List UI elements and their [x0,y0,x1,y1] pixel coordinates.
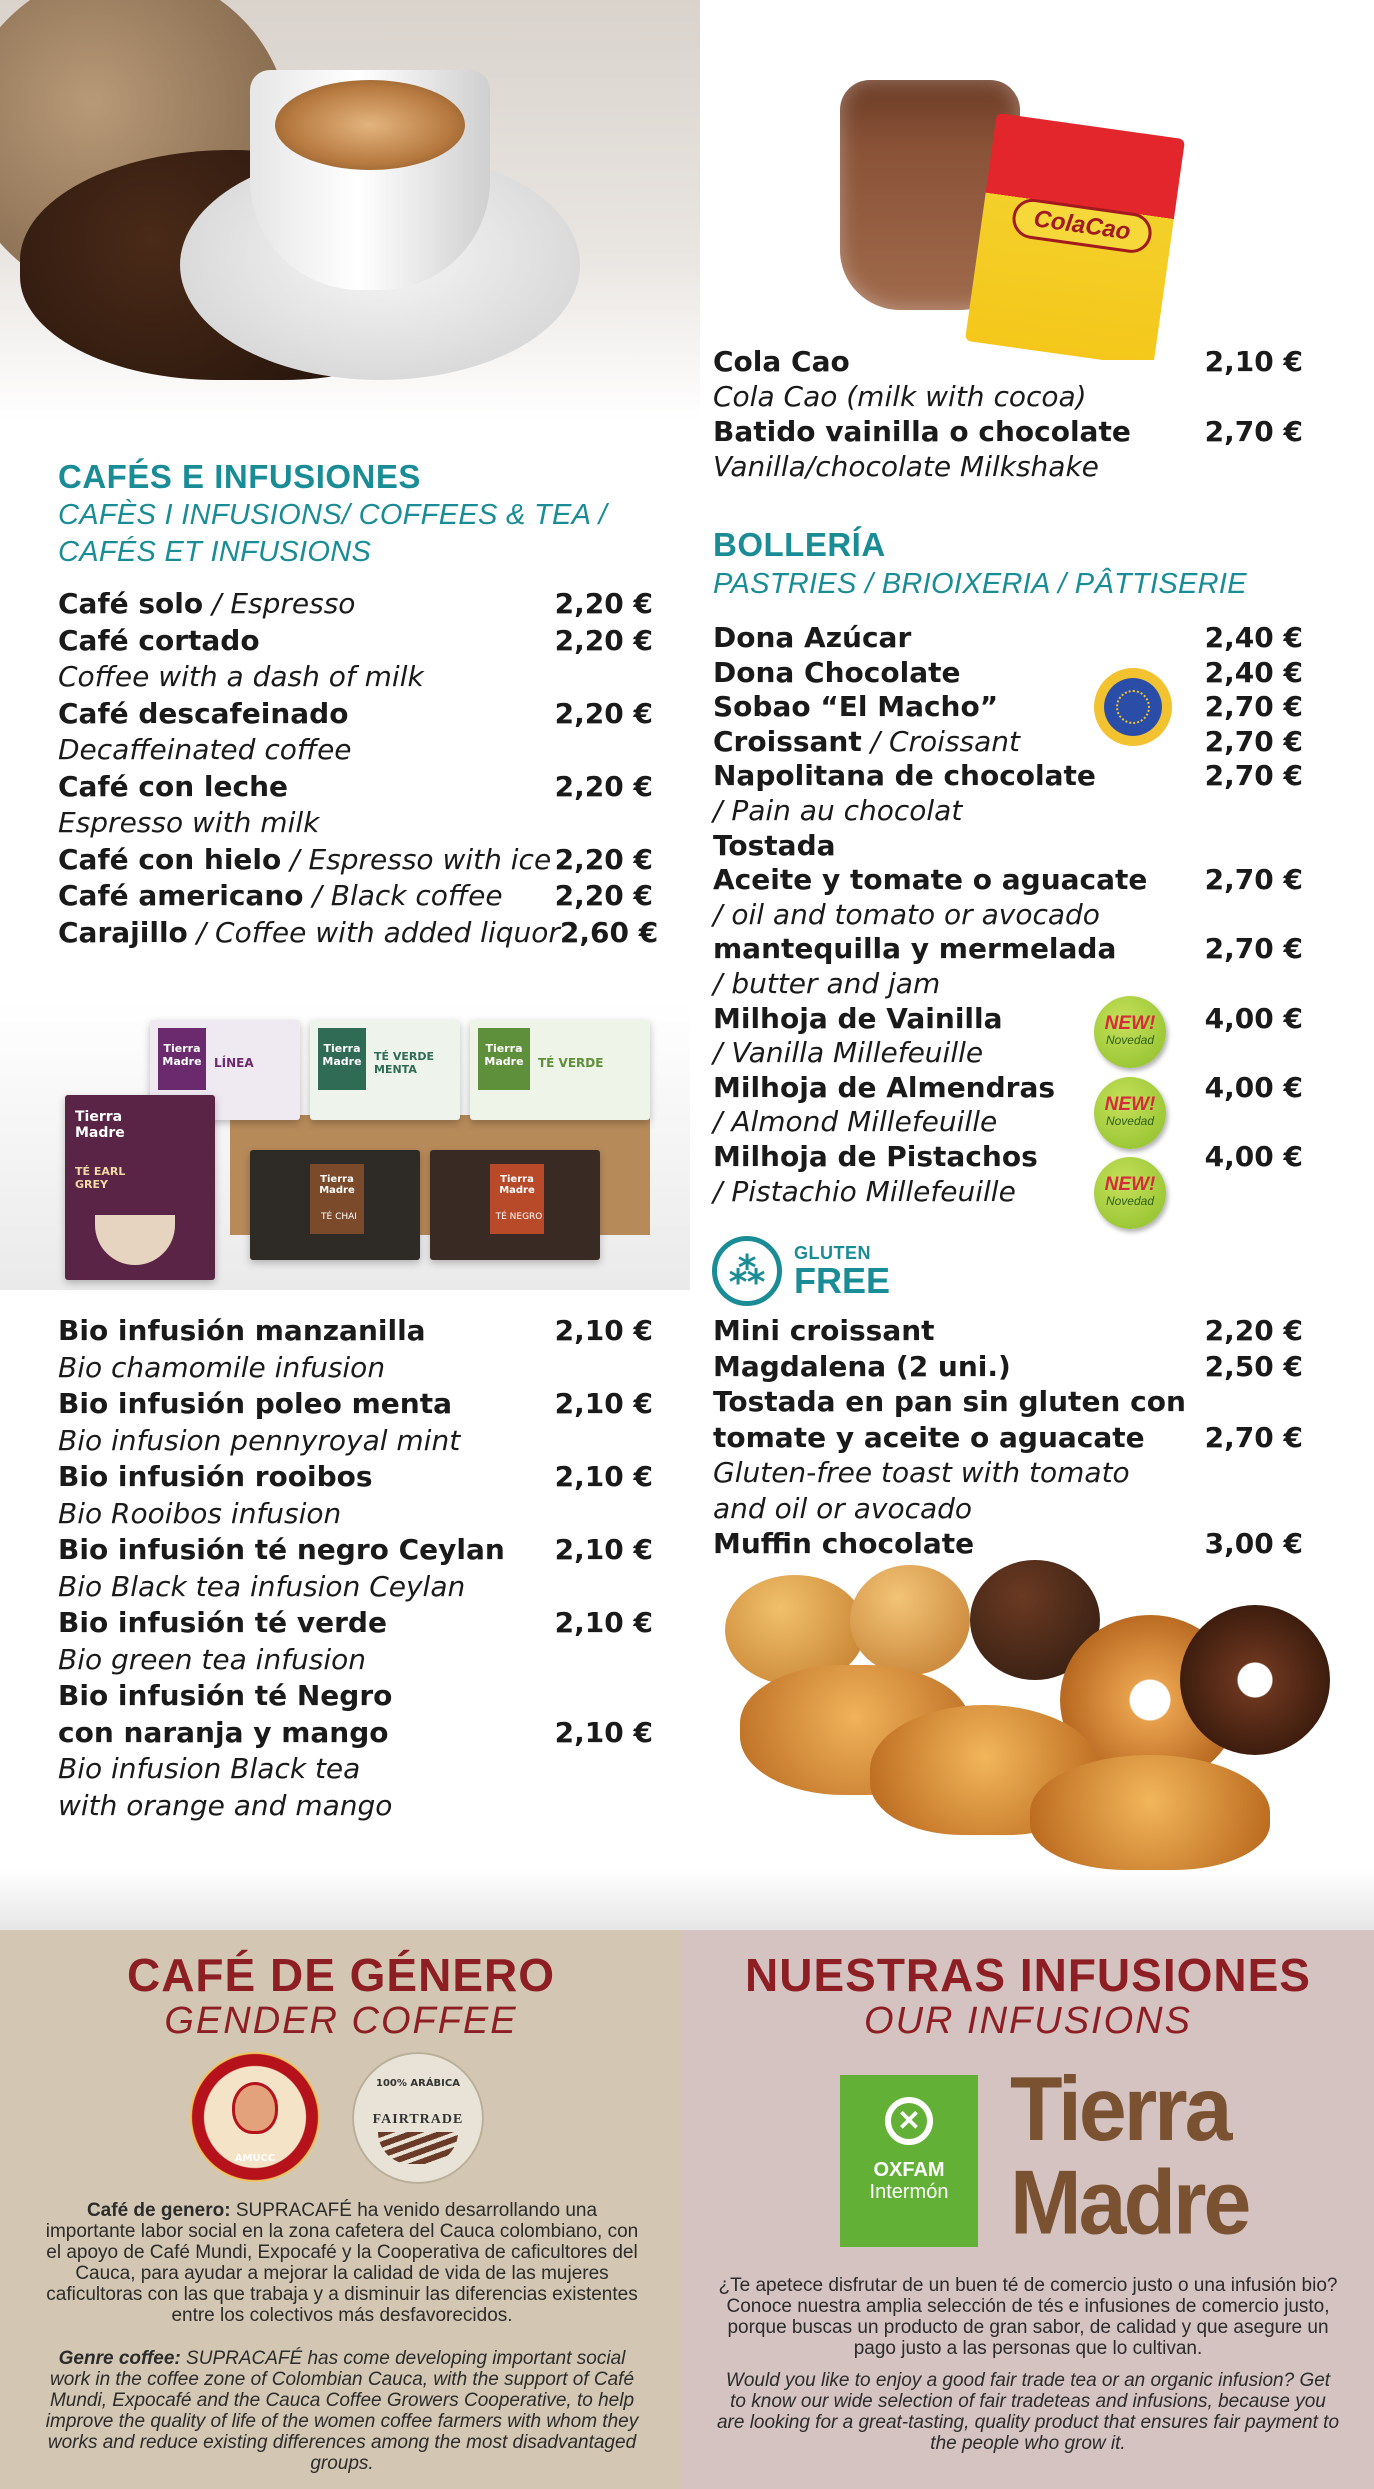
item-name: Café cortado [58,623,260,657]
oxfam-label: OXFAM [873,2159,945,2181]
tea-box-label: TÉ NEGRO [495,1212,543,1222]
item-price: 2,10 € [1204,345,1303,378]
item-price: 2,70 € [1204,863,1303,897]
new-badge-icon: NEW! Novedad [1094,996,1166,1068]
item-name: Bio infusión té verde [58,1606,387,1639]
menu-item [58,1459,653,1496]
tea-box-label: TÉ CHAI [321,1212,357,1222]
item-translation: / Espresso [203,587,356,620]
item-translation: / Pain au chocolat [713,793,963,827]
item-price: 2,70 € [1204,932,1303,966]
item-price: 2,10 € [554,1533,653,1566]
item-price: 2,10 € [554,1715,653,1749]
item-name: Muffin chocolate [713,1527,975,1560]
menu-item [713,344,1303,379]
menu-item [58,842,653,879]
bolleria-title: BOLLERÍA [713,526,886,563]
gluten-free-label: FREE [794,1260,891,1301]
item-price: 2,10 € [554,1314,653,1347]
coffee-cup-photo [0,0,700,420]
menu-item [58,1678,653,1715]
new-badge-icon: NEW! Novedad [1094,1077,1166,1149]
item-translation: / Croissant [861,724,1021,758]
gender-coffee-body-en: SUPRACAFÉ has come developing important social work in the coffee zone of Colombian Cauca, with the support of Café Mundi, Expocafé and the Cauca Coffee Growers Cooperative, to help improve the quality of life of the women coffee farmers with whom they works and reduce existing differences among the most disadvantaged groups. [45,2348,639,2474]
item-name: con naranja y mango [58,1715,389,1749]
oxfam-icon: ✕ [885,2097,933,2145]
cafes-subtitle: CAFÉS ET INFUSIONS [58,536,372,568]
item-name: Cola Cao [713,345,850,378]
item-price: 2,20 € [554,769,653,803]
item-price: 2,20 € [554,696,653,730]
amucc-label: AMUCC [234,2153,276,2164]
menu-item [713,1071,1303,1106]
tea-boxes-photo [0,1000,690,1290]
gender-coffee-label-es: Café de genero: [86,2200,231,2221]
item-name: Dona Azúcar [713,621,912,654]
fairtrade-logo [352,2052,484,2184]
item-name: Milhoja de Almendras [713,1070,1056,1104]
item-name: Dona Chocolate [713,655,961,689]
item-price: 4,00 € [1204,1070,1303,1104]
item-price: 2,20 € [554,587,653,620]
item-translation: Bio chamomile infusion [58,1350,386,1384]
item-name: Bio infusión rooibos [58,1460,373,1493]
item-translation: / oil and tomato or avocado [713,897,1100,931]
item-translation: / Coffee with added liquor [187,915,560,949]
item-price: 2,10 € [554,1387,653,1420]
item-price: 2,50 € [1204,1349,1303,1383]
fairtrade-arabica-label: 100% ARÁBICA [376,2078,460,2089]
item-name: Café con hielo [58,842,282,876]
oxfam-intermon-logo [840,2075,978,2247]
our-infusions-title: NUESTRAS INFUSIONES [745,1949,1311,2001]
item-price: 2,70 € [1204,1420,1303,1454]
item-name: Croissant [713,724,862,758]
menu-item [713,621,1303,656]
menu-item [58,1605,653,1642]
tea-box-brand: Tierra Madre [490,1164,544,1234]
item-name: Carajillo [58,915,188,949]
item-translation: Espresso with milk [58,806,320,839]
item-translation: Bio infusion pennyroyal mint [58,1423,461,1457]
menu-item [58,1715,653,1752]
eu-quality-seal-icon [1094,668,1172,746]
item-translation: / Espresso with ice [281,842,552,876]
item-price: 2,20 € [554,623,653,657]
menu-item [713,1313,1303,1349]
our-infusions-text-en: Would you like to enjoy a good fair trade tea or an organic infusion? Get to know our wide selection of fair tradeteas and infusions, because you are looking for a great-tasting, quality product that ensures fair payment to the people who grow it. [716,2370,1340,2454]
menu-item [713,414,1303,449]
pastries-photo [720,1555,1340,1875]
item-translation: Bio Black tea infusion Ceylan [58,1569,466,1603]
fairtrade-label: FAIRTRADE [372,2112,464,2127]
item-price: 2,20 € [554,879,653,912]
item-translation: / Almond Millefeuille [713,1105,998,1139]
menu-item [713,1349,1303,1385]
item-price: 2,70 € [1204,724,1303,758]
item-name: Tostada [713,828,836,862]
gender-coffee-text-en [40,2348,644,2474]
tierra-madre-label: Madre [1010,2151,1249,2254]
item-price: 2,20 € [1204,1314,1303,1347]
cafes-subtitle: CAFÈS I INFUSIONS/ COFFEES & TEA / [58,499,607,531]
item-translation: / butter and jam [713,966,941,1000]
item-name: Bio infusión poleo menta [58,1387,452,1420]
item-price: 2,70 € [1204,690,1303,724]
item-name: Batido vainilla o chocolate [713,415,1131,448]
gender-coffee-subtitle: GENDER COFFEE [164,2000,518,2042]
infusions-menu-list [58,1313,653,1824]
item-price: 2,20 € [554,842,653,876]
menu-item [713,829,1303,864]
menu-item [713,1420,1303,1456]
menu-item [713,690,1303,725]
menu-item [58,1386,653,1423]
cola-cao-pack-label: ColaCao [1010,196,1154,255]
item-translation: Cola Cao (milk with cocoa) [713,380,1087,413]
cafes-menu-list [58,586,659,951]
menu-item [713,1384,1303,1420]
menu-item [58,878,653,915]
item-name: Bio infusión té negro Ceylan [58,1533,505,1566]
tierra-madre-label: Tierra [1010,2058,1230,2161]
tea-box-brand: Tierra Madre [75,1109,125,1141]
item-price: 2,10 € [554,1606,653,1639]
tea-box-brand: Tierra Madre [158,1028,206,1090]
tea-box-brand: Tierra Madre [318,1028,366,1090]
cocoa-menu-list [713,344,1303,484]
our-infusions-subtitle: OUR INFUSIONS [864,2000,1192,2042]
item-price: 4,00 € [1204,1001,1303,1035]
item-price: 2,10 € [554,1460,653,1493]
menu-item [713,1526,1303,1562]
gender-coffee-panel [0,1930,682,2489]
tierra-madre-logo [1010,2058,1270,2254]
intermon-label: Intermón [869,2181,949,2203]
item-translation: and oil or avocado [713,1491,973,1525]
item-price: 3,00 € [1204,1527,1303,1560]
our-infusions-text-es: ¿Te apetece disfrutar de un buen té de comercio justo o una infusión bio? Conoce nuestra amplia selección de tés e infusiones de comercio justo, porque buscas un producto de gran sabor, de calidad y que asegure un pago justo a las personas que lo cultivan. [718,2275,1338,2359]
tea-box-label: TÉ EARL GREY [75,1165,126,1191]
menu-item [713,932,1303,967]
item-name: Bio infusión té Negro [58,1679,393,1712]
gluten-free-label: GLUTEN [794,1243,871,1263]
item-translation: Bio Rooibos infusion [58,1496,342,1530]
amucc-logo [190,2052,320,2182]
bolleria-subtitle: PASTRIES / BRIOIXERIA / PÂTTISERIE [713,568,1247,600]
gluten-free-menu-list [713,1313,1303,1562]
tea-box-label: TÉ VERDE [538,1056,604,1070]
item-translation: / Black coffee [303,879,503,912]
item-name: Café con leche [58,769,288,803]
cola-cao-photo [830,30,1190,360]
menu-item [58,696,653,733]
item-name: Napolitana de chocolate [713,759,1096,793]
gender-coffee-label-en: Genre coffee: [58,2348,181,2369]
item-name: mantequilla y mermelada [713,932,1117,966]
item-translation: with orange and mango [58,1788,393,1822]
menu-item [713,725,1303,760]
gender-coffee-text-es [40,2200,644,2326]
menu-item [58,586,653,623]
menu-item [58,1532,653,1569]
gender-coffee-title: CAFÉ DE GÉNERO [126,1949,556,2001]
item-price: 4,00 € [1204,1139,1303,1173]
item-name: tomate y aceite o aguacate [713,1420,1145,1454]
menu-item [58,915,659,952]
item-name: Magdalena (2 uni.) [713,1349,1011,1383]
new-badge-icon: NEW! Novedad [1094,1157,1166,1229]
item-translation: Gluten-free toast with tomato [713,1456,1130,1489]
menu-item [713,656,1303,691]
item-translation: / Vanilla Millefeuille [713,1036,984,1070]
item-name: Milhoja de Pistachos [713,1139,1038,1173]
item-name: Café solo [58,587,204,620]
item-translation: Vanilla/chocolate Milkshake [713,450,1099,483]
item-price: 2,40 € [1204,655,1303,689]
bolleria-menu-list [713,621,1303,1209]
item-name: Mini croissant [713,1314,935,1347]
menu-item [58,623,653,660]
item-price: 2,70 € [1204,759,1303,793]
wheat-icon: ⁂ [712,1236,782,1306]
item-name: Milhoja de Vainilla [713,1001,1003,1035]
tea-box-brand: Tierra Madre [310,1164,364,1234]
item-translation: Bio green tea infusion [58,1642,367,1676]
item-price: 2,60 € [559,915,659,949]
tea-box-label: LÍNEA [214,1056,254,1070]
item-name: Aceite y tomate o aguacate [713,863,1148,897]
item-name: Bio infusión manzanilla [58,1314,426,1347]
menu-item [713,1140,1303,1175]
menu-item [713,759,1303,794]
menu-item [713,863,1303,898]
gender-coffee-body-es: SUPRACAFÉ ha venido desarrollando una importante labor social en la zona cafetera del Cauca colombiano, con el apoyo de Café Mundi, Expocafé y la Cooperativa de caficultores del Cauca, para ayudar a mejorar la calidad de vida de las mujeres caficultoras con las que trabaja y a disminuir las diferencias existentes entre los colectivos más desfavorecidos. [45,2200,639,2326]
gluten-free-logo [712,1236,890,1306]
item-translation: / Pistachio Millefeuille [713,1174,1016,1208]
tea-box-brand: Tierra Madre [478,1028,530,1090]
item-name: Café descafeinado [58,696,349,730]
menu-item [58,769,653,806]
item-translation: Decaffeinated coffee [58,733,352,766]
cafes-title: CAFÉS E INFUSIONES [58,458,421,495]
item-name: Café americano [58,879,304,912]
item-name: Sobao “El Macho” [713,690,999,724]
item-translation: Coffee with a dash of milk [58,660,424,693]
item-price: 2,70 € [1204,415,1303,448]
menu-item [58,1313,653,1350]
item-name: Tostada en pan sin gluten con [713,1385,1186,1418]
menu-item [713,1002,1303,1037]
item-price: 2,40 € [1204,621,1303,654]
item-translation: Bio infusion Black tea [58,1752,361,1785]
tea-box-label: TÉ VERDE MENTA [374,1050,434,1076]
